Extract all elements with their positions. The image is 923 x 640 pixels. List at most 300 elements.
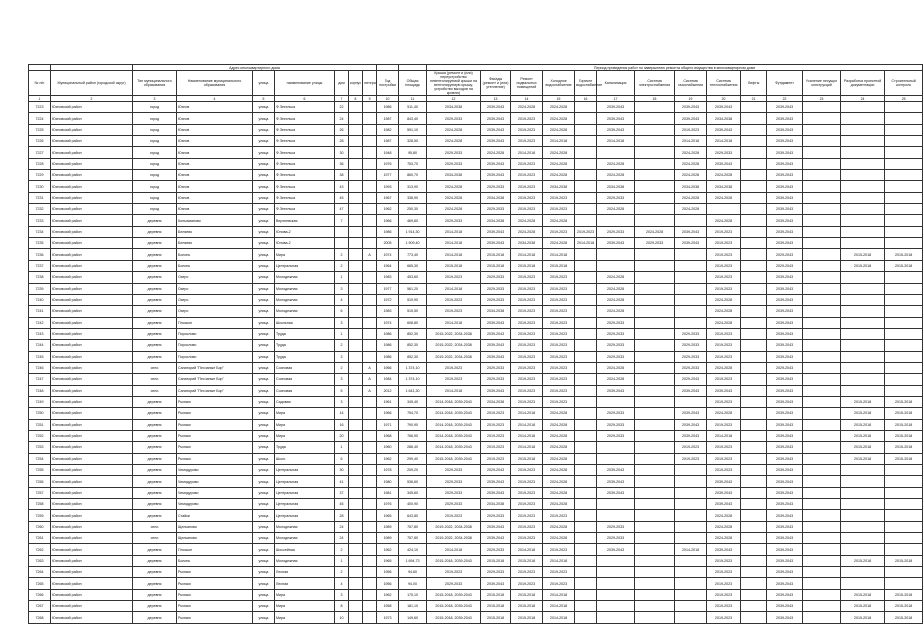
table-cell: Болонь: [177, 260, 253, 271]
table-cell: улица: [253, 317, 275, 328]
table-cell: [349, 249, 363, 260]
table-cell: 299,40: [399, 453, 427, 464]
table-row: [29, 533, 923, 544]
table-row: [29, 601, 923, 612]
table-cell: [741, 374, 767, 385]
table-cell: город: [133, 170, 177, 181]
table-cell: 519,90: [399, 294, 427, 305]
table-cell: [885, 294, 923, 305]
table-cell: 2039-2043: [481, 351, 511, 362]
table-cell: [635, 578, 675, 589]
table-cell: 2039-2043: [767, 385, 803, 396]
table-cell: 2039-2043: [767, 476, 803, 487]
table-cell: [335, 238, 349, 249]
table-cell: [841, 544, 885, 555]
table-cell: [885, 181, 923, 192]
table-cell: 2029-2033: [597, 430, 635, 441]
table-cell: [803, 238, 841, 249]
table-cell: 2024-2028: [635, 226, 675, 237]
table-cell: [575, 136, 597, 147]
table-cell: Молодежная: [275, 272, 335, 283]
table-cell: [349, 589, 363, 600]
table-cell: 1 374,10: [399, 374, 427, 385]
table-cell: [575, 181, 597, 192]
table-cell: [349, 147, 363, 158]
table-cell: деревня: [133, 601, 177, 612]
table-cell: [675, 272, 707, 283]
table-cell: 757,80: [399, 521, 427, 532]
table-cell: [841, 102, 885, 113]
table-cell: 2039-2043: [767, 272, 803, 283]
table-cell: [675, 317, 707, 328]
table-cell: 2039-2043: [481, 476, 511, 487]
table-cell: [363, 147, 377, 158]
table-cell: [803, 453, 841, 464]
table-cell: [363, 442, 377, 453]
table-cell: [803, 204, 841, 215]
table-cell: 2034-2038: [675, 181, 707, 192]
table-cell: [675, 533, 707, 544]
table-cell: [841, 328, 885, 339]
table-cell: [885, 317, 923, 328]
table-cell: 2029-2043: [767, 260, 803, 271]
table-cell: 7267: [29, 601, 51, 612]
table-cell: [803, 544, 841, 555]
table-cell: 2015-2018: [511, 601, 543, 612]
table-cell: Юхновский район: [51, 294, 133, 305]
table-cell: Озеро: [177, 272, 253, 283]
table-cell: 1976: [377, 499, 399, 510]
table-cell: улица: [253, 487, 275, 498]
table-cell: 1966: [377, 215, 399, 226]
table-row: [29, 408, 923, 419]
table-cell: 7240: [29, 294, 51, 305]
table-cell: [349, 578, 363, 589]
table-cell: Молодежная: [275, 283, 335, 294]
table-cell: 2019-2023: [707, 272, 741, 283]
column-number: 13: [481, 96, 511, 102]
table-cell: деревня: [133, 476, 177, 487]
table-cell: 3: [335, 396, 349, 407]
table-cell: 2019-2023: [707, 578, 741, 589]
table-cell: 2014-2018: [543, 249, 575, 260]
table-cell: 2019-2023: [481, 453, 511, 464]
table-cell: 7225: [29, 124, 51, 135]
table-cell: улица: [253, 396, 275, 407]
table-cell: 2024-2028: [707, 533, 741, 544]
table-cell: 2034-2038: [427, 170, 481, 181]
table-cell: 2024-2028: [427, 192, 481, 203]
table-cell: [335, 226, 349, 237]
table-cell: город: [133, 102, 177, 113]
table-cell: 2024-2028: [543, 442, 575, 453]
table-cell: 2024-2028: [543, 499, 575, 510]
table-cell: 2039-2043: [767, 612, 803, 623]
table-cell: [363, 204, 377, 215]
table-cell: 2015-2018: [841, 249, 885, 260]
table-cell: [841, 226, 885, 237]
table-cell: 7263: [29, 555, 51, 566]
table-cell: 2029-2033: [481, 544, 511, 555]
table-cell: [349, 555, 363, 566]
table-cell: 2029-2033: [481, 283, 511, 294]
table-cell: Юхновский район: [51, 612, 133, 623]
table-row: [29, 170, 923, 181]
table-cell: [363, 555, 377, 566]
table-cell: [741, 204, 767, 215]
table-cell: 2014-2018: [427, 317, 481, 328]
table-cell: 2019-2023: [511, 181, 543, 192]
table-cell: 8: [335, 601, 349, 612]
table-cell: 2014-2018, 2039-2043: [427, 419, 481, 430]
table-cell: 1960: [377, 442, 399, 453]
table-row: [29, 487, 923, 498]
table-cell: 2039-2043: [481, 113, 511, 124]
table-row: [29, 465, 923, 476]
table-cell: 2029-2033: [597, 533, 635, 544]
column-header: Система электроснабжения: [635, 71, 675, 96]
table-cell: 2024-2028: [675, 158, 707, 169]
table-cell: 1: [335, 272, 349, 283]
table-cell: [741, 226, 767, 237]
table-cell: [803, 396, 841, 407]
table-cell: улица: [253, 533, 275, 544]
table-cell: улица: [253, 306, 275, 317]
column-header: корпус: [349, 71, 363, 96]
table-cell: [885, 521, 923, 532]
table-cell: Щелканово: [177, 521, 253, 532]
table-cell: 2039-2043: [767, 192, 803, 203]
table-cell: 2015-2018: [885, 396, 923, 407]
table-cell: 2019-2023: [511, 374, 543, 385]
table-cell: [803, 442, 841, 453]
table-cell: 2039-2043: [707, 124, 741, 135]
table-cell: [741, 487, 767, 498]
table-cell: [597, 249, 635, 260]
table-cell: 2029-2033: [427, 487, 481, 498]
table-cell: 665,30: [399, 260, 427, 271]
table-cell: 7258: [29, 499, 51, 510]
table-cell: [741, 181, 767, 192]
table-cell: 7250: [29, 408, 51, 419]
table-row: [29, 192, 923, 203]
table-cell: Юхновский район: [51, 113, 133, 124]
table-cell: 591,10: [399, 124, 427, 135]
table-cell: 2019-2023: [511, 362, 543, 373]
table-cell: Щелканово: [177, 533, 253, 544]
table-cell: 757,80: [399, 533, 427, 544]
table-cell: 2024-2028: [597, 158, 635, 169]
column-header: Крыша (ремонт и (или) переустройство невентилируемой крыши на вентилируемую крышу, устройство выходов на кровлю): [427, 71, 481, 96]
table-cell: 2019-2023: [511, 158, 543, 169]
table-row: [29, 124, 923, 135]
table-cell: [635, 499, 675, 510]
table-cell: [349, 612, 363, 623]
table-row: [29, 499, 923, 510]
column-number: 10: [377, 96, 399, 102]
table-cell: [363, 612, 377, 623]
table-cell: 7244: [29, 340, 51, 351]
table-cell: [363, 238, 377, 249]
table-cell: 7238: [29, 272, 51, 283]
table-cell: [741, 124, 767, 135]
table-cell: Юхновский район: [51, 215, 133, 226]
table-row: [29, 328, 923, 339]
table-cell: [675, 487, 707, 498]
table-row: [29, 510, 923, 521]
column-number: 12: [427, 96, 481, 102]
table-cell: [741, 555, 767, 566]
table-cell: [597, 510, 635, 521]
table-cell: деревня: [133, 465, 177, 476]
table-cell: 1993: [377, 181, 399, 192]
table-cell: 2039-2043: [675, 113, 707, 124]
table-cell: Ф.Энгельса: [275, 192, 335, 203]
table-cell: Юхновский район: [51, 442, 133, 453]
table-cell: [841, 215, 885, 226]
table-cell: деревня: [133, 249, 177, 260]
table-cell: деревня: [133, 555, 177, 566]
table-cell: 2029-2033: [427, 147, 481, 158]
table-cell: [635, 124, 675, 135]
table-cell: 95,80: [399, 147, 427, 158]
table-cell: [363, 272, 377, 283]
table-cell: [741, 476, 767, 487]
table-cell: [841, 294, 885, 305]
table-cell: 2019-2023: [427, 510, 481, 521]
table-cell: деревня: [133, 419, 177, 430]
table-cell: город: [133, 181, 177, 192]
table-cell: 2024-2028: [707, 215, 741, 226]
table-cell: 2039-2043: [675, 430, 707, 441]
table-cell: Юхновский район: [51, 589, 133, 600]
table-cell: 2029-2033: [481, 510, 511, 521]
table-cell: [675, 521, 707, 532]
table-cell: [675, 601, 707, 612]
table-cell: 2024-2028: [481, 147, 511, 158]
table-cell: [575, 453, 597, 464]
table-cell: [635, 521, 675, 532]
table-cell: Юхнов: [177, 124, 253, 135]
table-cell: Мира: [275, 601, 335, 612]
table-cell: 2029-2033: [597, 521, 635, 532]
table-cell: 1964: [377, 260, 399, 271]
table-cell: [741, 272, 767, 283]
column-number: 21: [741, 96, 767, 102]
table-cell: 2019-2023: [543, 306, 575, 317]
table-cell: Рыляки: [177, 589, 253, 600]
table-cell: 2015-2018: [481, 589, 511, 600]
table-cell: Мира: [275, 589, 335, 600]
table-cell: [675, 215, 707, 226]
table-cell: 3: [335, 374, 349, 385]
table-cell: 2015-2018: [481, 249, 511, 260]
table-cell: 3: [335, 283, 349, 294]
table-cell: [349, 544, 363, 555]
table-cell: Труда: [275, 351, 335, 362]
table-cell: 2024-2028: [543, 465, 575, 476]
table-cell: Юхновский район: [51, 283, 133, 294]
table-cell: [803, 181, 841, 192]
table-row: [29, 147, 923, 158]
table-cell: 1981: [377, 487, 399, 498]
table-row: [29, 272, 923, 283]
table-cell: улица: [253, 453, 275, 464]
table-cell: 2014-2018: [511, 430, 543, 441]
table-cell: 2029-2033: [597, 226, 635, 237]
table-row: [29, 544, 923, 555]
table-cell: 7231: [29, 192, 51, 203]
table-cell: [841, 510, 885, 521]
table-cell: [575, 215, 597, 226]
table-cell: село: [133, 374, 177, 385]
table-cell: 2039-2043: [767, 408, 803, 419]
table-cell: Ф.Энгельса: [275, 136, 335, 147]
table-cell: [349, 102, 363, 113]
table-cell: Чемодурово: [177, 465, 253, 476]
table-cell: 2015-2018: [885, 408, 923, 419]
table-cell: [675, 510, 707, 521]
table-cell: 1965: [377, 510, 399, 521]
table-cell: 2029-2033: [707, 147, 741, 158]
table-cell: 843,40: [399, 113, 427, 124]
table-cell: 2039-2043: [675, 408, 707, 419]
table-cell: [803, 510, 841, 521]
table-cell: [363, 487, 377, 498]
table-cell: [575, 476, 597, 487]
table-cell: Юхновский район: [51, 567, 133, 578]
table-cell: [597, 567, 635, 578]
table-cell: [803, 601, 841, 612]
table-cell: 2024-2028: [675, 192, 707, 203]
table-cell: 2029-2033: [481, 204, 511, 215]
table-cell: 2014-2018: [543, 589, 575, 600]
table-cell: [575, 328, 597, 339]
column-number: 18: [635, 96, 675, 102]
table-cell: 7266: [29, 589, 51, 600]
table-cell: [741, 158, 767, 169]
table-cell: 2024-2028: [543, 453, 575, 464]
table-cell: 852,30: [399, 351, 427, 362]
table-cell: [803, 192, 841, 203]
table-cell: деревня: [133, 283, 177, 294]
table-cell: [363, 181, 377, 192]
table-cell: 7252: [29, 430, 51, 441]
table-cell: Юхновский район: [51, 204, 133, 215]
table-row: [29, 578, 923, 589]
table-cell: 1972: [377, 294, 399, 305]
table-cell: [741, 396, 767, 407]
table-cell: 2039-2043: [767, 238, 803, 249]
table-cell: 2039-2043: [767, 419, 803, 430]
table-cell: Рыляки: [177, 442, 253, 453]
table-cell: [841, 374, 885, 385]
table-cell: 3: [335, 589, 349, 600]
table-cell: [575, 521, 597, 532]
table-cell: 2019-2023: [511, 351, 543, 362]
table-cell: Рыляки: [177, 408, 253, 419]
table-cell: 2014-2018: [543, 555, 575, 566]
table-cell: Юхновский район: [51, 328, 133, 339]
table-cell: 2034-2038: [481, 192, 511, 203]
table-cell: 2019-2023: [543, 294, 575, 305]
table-cell: 2019-2023: [707, 589, 741, 600]
table-cell: 2019-2023: [543, 578, 575, 589]
table-cell: 2014-2018: [511, 544, 543, 555]
table-cell: [635, 487, 675, 498]
table-cell: Рыляки: [177, 419, 253, 430]
table-cell: [635, 192, 675, 203]
table-cell: 2014-2018: [427, 385, 481, 396]
table-cell: Порослово: [177, 340, 253, 351]
table-cell: [635, 283, 675, 294]
table-cell: 2039-2043: [767, 521, 803, 532]
column-number: 15: [543, 96, 575, 102]
table-cell: [885, 272, 923, 283]
table-cell: 2039-2043: [481, 487, 511, 498]
table-cell: 1973: [377, 612, 399, 623]
table-cell: Рыляки: [177, 612, 253, 623]
column-header: Горячее водоснабжение: [575, 71, 597, 96]
table-cell: Мира: [275, 430, 335, 441]
table-cell: 2015-2018: [885, 419, 923, 430]
table-cell: Болонь: [177, 555, 253, 566]
table-cell: 7247: [29, 374, 51, 385]
table-cell: 345,40: [399, 396, 427, 407]
table-cell: 28: [335, 510, 349, 521]
table-cell: Юхновский район: [51, 465, 133, 476]
table-cell: [575, 204, 597, 215]
table-cell: [575, 272, 597, 283]
table-cell: 2014-2018: [707, 430, 741, 441]
table-cell: [803, 533, 841, 544]
table-cell: [363, 419, 377, 430]
table-cell: Рыляки: [177, 396, 253, 407]
table-cell: [741, 215, 767, 226]
column-header: Наименование муниципального образования: [177, 71, 253, 96]
table-cell: 2039-2043: [481, 521, 511, 532]
table-cell: 1983: [377, 272, 399, 283]
table-cell: 2015-2018: [841, 612, 885, 623]
table-row: [29, 351, 923, 362]
table-cell: [803, 476, 841, 487]
table-cell: [349, 442, 363, 453]
table-cell: Юхновский район: [51, 555, 133, 566]
table-cell: [575, 294, 597, 305]
table-cell: 2024-2028: [675, 204, 707, 215]
table-cell: 2039-2043: [707, 544, 741, 555]
column-header: наименование улицы: [275, 71, 335, 96]
table-cell: 2014-2018: [427, 238, 481, 249]
table-cell: [841, 385, 885, 396]
table-cell: [363, 476, 377, 487]
table-cell: [575, 362, 597, 373]
table-cell: [741, 102, 767, 113]
table-cell: 2019-2023: [707, 238, 741, 249]
table-cell: [363, 567, 377, 578]
table-cell: [363, 170, 377, 181]
table-cell: 2024-2028: [707, 362, 741, 373]
table-cell: [635, 408, 675, 419]
table-cell: [741, 113, 767, 124]
table-cell: 2034-2038: [481, 215, 511, 226]
table-cell: Болонь: [177, 249, 253, 260]
table-cell: [349, 465, 363, 476]
table-cell: 1 694,73: [399, 555, 427, 566]
table-cell: 2019-2023: [707, 555, 741, 566]
table-cell: 2029-2033: [597, 419, 635, 430]
table-cell: 7268: [29, 612, 51, 623]
